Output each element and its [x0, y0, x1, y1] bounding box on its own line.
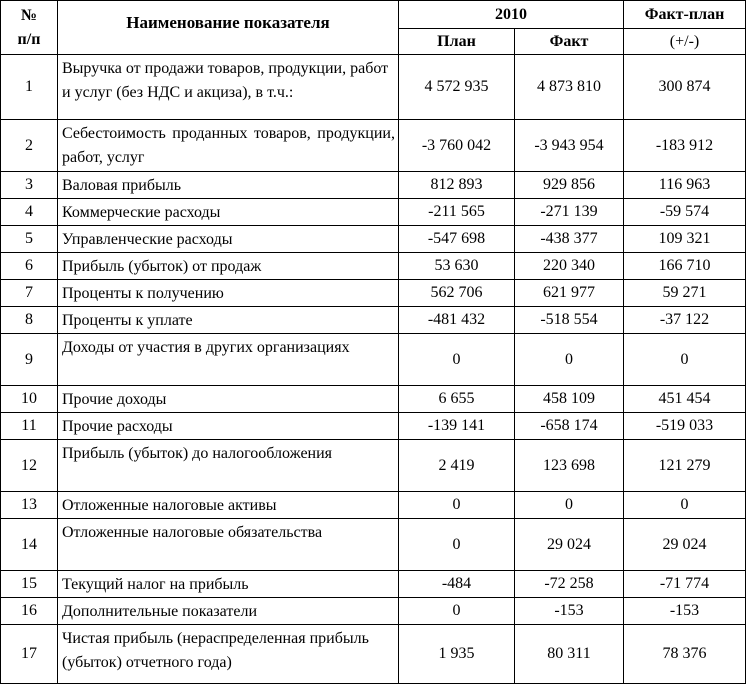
header-diff-cell [624, 1, 746, 29]
header-fact-cell [515, 29, 624, 55]
row-fact-value: 220 340 [515, 253, 624, 280]
header-row-1 [1, 1, 746, 29]
row-name: Отложенные налоговые обязательства [58, 519, 399, 571]
header-fact-label: Факт [549, 32, 589, 50]
row-number: 17 [1, 625, 58, 684]
header-year-cell [399, 1, 624, 29]
row-fact-value: 621 977 [515, 280, 624, 307]
header-diff-sub-cell [624, 29, 746, 55]
row-fact-value: 29 024 [515, 519, 624, 571]
row-plan-value: -3 760 042 [399, 120, 515, 172]
row-fact-value: -438 377 [515, 226, 624, 253]
row-name: Текущий налог на прибыль [58, 571, 399, 598]
row-fact-value: -3 943 954 [515, 120, 624, 172]
row-plan-value: 0 [399, 492, 515, 519]
table-row [1, 625, 746, 684]
row-number: 11 [1, 413, 58, 440]
row-name: Прибыль (убыток) от продаж [58, 253, 399, 280]
row-diff-value: 166 710 [624, 253, 746, 280]
row-name: Чистая прибыль (нераспределенная прибыль (убыток) отчетного года) [58, 625, 399, 684]
row-plan-value: 53 630 [399, 253, 515, 280]
row-plan-value: -139 141 [399, 413, 515, 440]
row-number: 14 [1, 519, 58, 571]
table-row [1, 199, 746, 226]
row-plan-value: 0 [399, 598, 515, 625]
table-row [1, 334, 746, 386]
row-name: Прибыль (убыток) до налогообложения [58, 440, 399, 492]
row-diff-value: 0 [624, 334, 746, 386]
row-fact-value: -518 554 [515, 307, 624, 334]
row-name: Отложенные налоговые активы [58, 492, 399, 519]
row-name: Управленческие расходы [58, 226, 399, 253]
row-fact-value: 80 311 [515, 625, 624, 684]
row-name: Проценты к получению [58, 280, 399, 307]
row-diff-value: 451 454 [624, 386, 746, 413]
table-row [1, 413, 746, 440]
row-name: Коммерческие расходы [58, 199, 399, 226]
header-name-label: Наименование показателя [126, 13, 330, 32]
row-number: 13 [1, 492, 58, 519]
row-plan-value: -547 698 [399, 226, 515, 253]
row-diff-value: -59 574 [624, 199, 746, 226]
row-plan-value: -211 565 [399, 199, 515, 226]
row-diff-value: -519 033 [624, 413, 746, 440]
row-fact-value: -153 [515, 598, 624, 625]
table-row [1, 571, 746, 598]
table-row [1, 307, 746, 334]
row-diff-value: 0 [624, 492, 746, 519]
row-number: 5 [1, 226, 58, 253]
row-number: 15 [1, 571, 58, 598]
row-diff-value: 109 321 [624, 226, 746, 253]
row-fact-value: 0 [515, 492, 624, 519]
row-diff-value: 121 279 [624, 440, 746, 492]
row-name: Выручка от продажи товаров, продукции, работ и услуг (без НДС и акциза), в т.ч.: [58, 55, 399, 120]
row-number: 1 [1, 55, 58, 120]
row-number: 6 [1, 253, 58, 280]
row-number: 4 [1, 199, 58, 226]
header-name-cell [58, 1, 399, 55]
row-number: 3 [1, 172, 58, 199]
row-fact-value: -658 174 [515, 413, 624, 440]
row-name: Прочие расходы [58, 413, 399, 440]
row-plan-value: 4 572 935 [399, 55, 515, 120]
row-number: 9 [1, 334, 58, 386]
row-name: Себестоимость проданных товаров, продукции, работ, услуг [58, 120, 399, 172]
row-name: Валовая прибыль [58, 172, 399, 199]
row-number: 8 [1, 307, 58, 334]
row-plan-value: 1 935 [399, 625, 515, 684]
header-num-cell [1, 1, 58, 55]
row-plan-value: 812 893 [399, 172, 515, 199]
header-num-label: № п/п [17, 6, 41, 48]
table-row [1, 226, 746, 253]
header-plan-cell [399, 29, 515, 55]
row-diff-value: 300 874 [624, 55, 746, 120]
table-row [1, 519, 746, 571]
row-diff-value: -71 774 [624, 571, 746, 598]
row-diff-value: -37 122 [624, 307, 746, 334]
table-row [1, 253, 746, 280]
table-row [1, 120, 746, 172]
row-plan-value: 2 419 [399, 440, 515, 492]
row-plan-value: -481 432 [399, 307, 515, 334]
table-row [1, 280, 746, 307]
row-number: 7 [1, 280, 58, 307]
header-diff-label: Факт-план [644, 5, 725, 23]
table-row [1, 440, 746, 492]
row-diff-value: 116 963 [624, 172, 746, 199]
row-diff-value: 78 376 [624, 625, 746, 684]
table-row [1, 55, 746, 120]
row-fact-value: 929 856 [515, 172, 624, 199]
row-fact-value: -271 139 [515, 199, 624, 226]
row-number: 16 [1, 598, 58, 625]
row-plan-value: 6 655 [399, 386, 515, 413]
row-diff-value: 59 271 [624, 280, 746, 307]
row-diff-value: 29 024 [624, 519, 746, 571]
row-fact-value: -72 258 [515, 571, 624, 598]
row-number: 2 [1, 120, 58, 172]
header-diff-sub-label: (+/-) [669, 32, 700, 50]
table-row [1, 172, 746, 199]
row-plan-value: 562 706 [399, 280, 515, 307]
row-plan-value: 0 [399, 334, 515, 386]
row-number: 10 [1, 386, 58, 413]
header-plan-label: План [437, 32, 476, 50]
row-diff-value: -183 912 [624, 120, 746, 172]
row-plan-value: -484 [399, 571, 515, 598]
table-row [1, 598, 746, 625]
row-diff-value: -153 [624, 598, 746, 625]
row-name: Прочие доходы [58, 386, 399, 413]
row-name: Доходы от участия в других организациях [58, 334, 399, 386]
row-fact-value: 458 109 [515, 386, 624, 413]
row-name: Дополнительные показатели [58, 598, 399, 625]
row-number: 12 [1, 440, 58, 492]
row-plan-value: 0 [399, 519, 515, 571]
table-row [1, 386, 746, 413]
row-name: Проценты к уплате [58, 307, 399, 334]
table-row [1, 492, 746, 519]
header-year-label: 2010 [495, 5, 527, 23]
row-fact-value: 123 698 [515, 440, 624, 492]
row-fact-value: 0 [515, 334, 624, 386]
row-fact-value: 4 873 810 [515, 55, 624, 120]
